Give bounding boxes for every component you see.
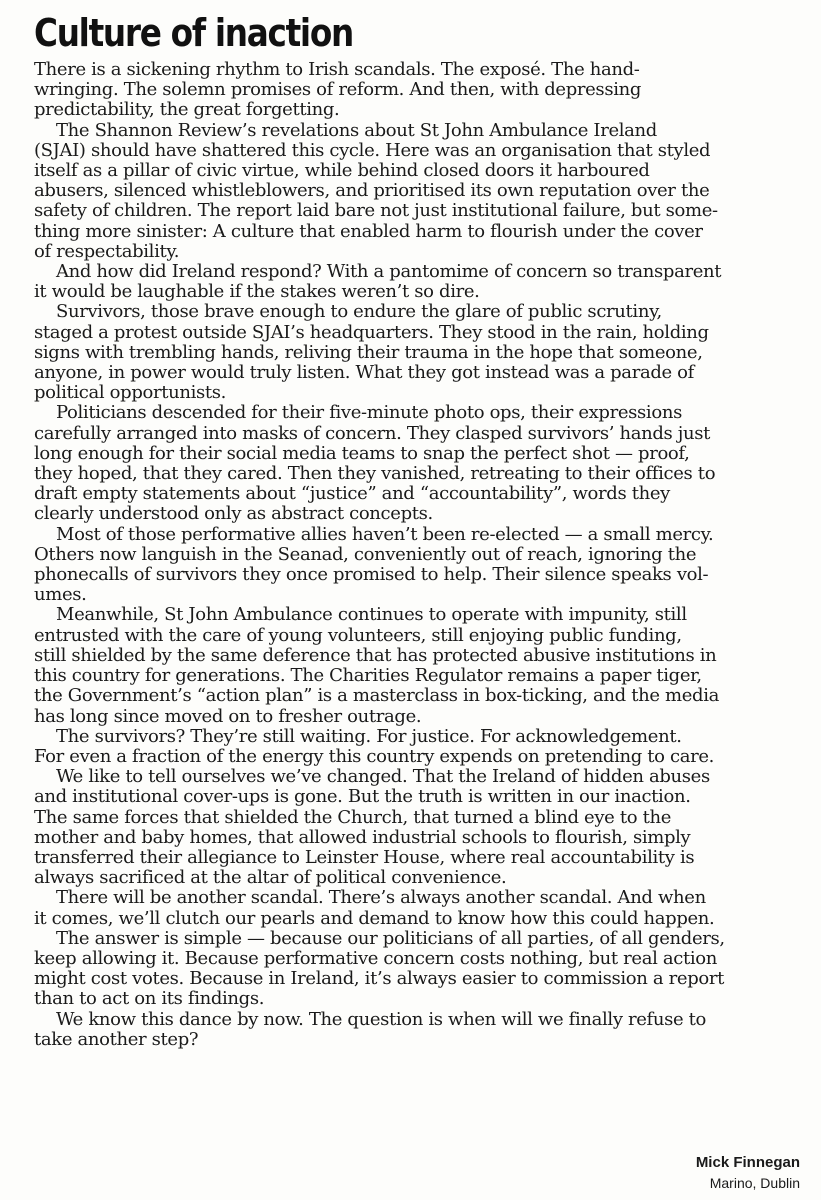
text-line: Survivors, those brave enough to endure the glare of public scrutiny, — [56, 301, 662, 323]
text-line: and institutional cover-ups is gone. But the truth is written in our inaction. — [34, 786, 691, 808]
text-line: draft empty statements about “justice” and “accountability”, words they — [34, 483, 670, 505]
paragraph — [34, 727, 814, 767]
text-line: this country for generations. The Charities Regulator remains a paper tiger, — [34, 665, 702, 687]
paragraph — [34, 262, 814, 302]
text-line: The Shannon Review’s revelations about St John Ambulance Ireland — [56, 119, 657, 141]
text-line: it comes, we’ll clutch our pearls and demand to know how this could happen. — [34, 907, 715, 929]
author-name: Mick Finnegan — [695, 1154, 800, 1171]
paragraph — [34, 888, 814, 928]
text-line: mother and baby homes, that allowed industrial schools to flourish, simply — [34, 826, 691, 848]
signature-block — [696, 1153, 800, 1193]
text-line: thing more sinister: A culture that enabled harm to flourish under the cover — [34, 220, 703, 242]
paragraph — [34, 605, 814, 726]
text-line: political opportunists. — [34, 382, 227, 404]
paragraph — [34, 767, 814, 888]
text-line: long enough for their social media teams to snap the perfect shot — proof, — [34, 442, 690, 464]
author-location: Marino, Dublin — [709, 1175, 800, 1191]
text-line: We know this dance by now. The question is when will we finally refuse to — [56, 1008, 707, 1030]
text-line: predictability, the great forgetting. — [34, 99, 340, 121]
text-line: keep allowing it. Because performative concern costs nothing, but real action — [34, 947, 717, 969]
text-line: the Government’s “action plan” is a masterclass in box-ticking, and the media — [34, 685, 719, 707]
text-line: The same forces that shielded the Church, that turned a blind eye to the — [34, 806, 672, 828]
text-line: anyone, in power would truly listen. What they got instead was a parade of — [34, 362, 694, 384]
text-line: Others now languish in the Seanad, conveniently out of reach, ignoring the — [34, 543, 697, 565]
text-line: transferred their allegiance to Leinster House, where real accountability is — [34, 846, 695, 868]
paragraph — [34, 1010, 814, 1050]
text-line: of respectability. — [34, 240, 180, 262]
text-line: Most of those performative allies haven’t been re-elected — a small mercy. — [56, 523, 714, 545]
text-line: And how did Ireland respond? With a pantomime of concern so transparent — [56, 261, 722, 283]
text-line: still shielded by the same deference that has protected abusive institutions in — [34, 644, 717, 666]
article-body — [34, 60, 814, 1050]
text-line: they hoped, that they cared. Then they vanished, retreating to their offices to — [34, 463, 716, 485]
text-line: it would be laughable if the stakes weren’t so dire. — [34, 281, 480, 303]
paragraph — [34, 302, 814, 403]
text-line: staged a protest outside SJAI’s headquarters. They stood in the rain, holding — [34, 321, 709, 343]
paragraph — [34, 60, 814, 121]
text-line: phonecalls of survivors they once promised to help. Their silence speaks vol- — [34, 564, 709, 586]
text-line: itself as a pillar of civic virtue, while behind closed doors it harboured — [34, 160, 650, 182]
text-line: The answer is simple — because our politicians of all parties, of all genders, — [56, 927, 725, 949]
text-line: Meanwhile, St John Ambulance continues to operate with impunity, still — [56, 604, 687, 626]
text-line: take another step? — [34, 1028, 199, 1050]
text-line: signs with trembling hands, reliving their trauma in the hope that someone, — [34, 341, 703, 363]
paragraph — [34, 121, 814, 262]
text-line: has long since moved on to fresher outrage. — [34, 705, 422, 727]
text-line: (SJAI) should have shattered this cycle. Here was an organisation that styled — [34, 139, 711, 161]
text-line: safety of children. The report laid bare not just institutional failure, but some- — [34, 200, 718, 222]
text-line: abusers, silenced whistleblowers, and prioritised its own reputation over the — [34, 180, 710, 202]
headline: Culture of inaction — [34, 11, 353, 55]
text-line: Politicians descended for their five-minute photo ops, their expressions — [56, 402, 682, 424]
paragraph — [34, 525, 814, 606]
text-line: entrusted with the care of young volunteers, still enjoying public funding, — [34, 624, 682, 646]
text-line: clearly understood only as abstract concepts. — [34, 503, 433, 525]
text-line: For even a fraction of the energy this country expends on pretending to care. — [34, 745, 715, 767]
text-line: might cost votes. Because in Ireland, it’s always easier to commission a report — [34, 968, 724, 990]
text-line: always sacrificed at the altar of political convenience. — [34, 867, 507, 889]
text-line: umes. — [34, 584, 87, 606]
text-line: There will be another scandal. There’s always another scandal. And when — [56, 887, 706, 909]
text-line: We like to tell ourselves we’ve changed. That the Ireland of hidden abuses — [56, 766, 710, 788]
text-line: than to act on its findings. — [34, 988, 265, 1010]
paragraph — [34, 929, 814, 1010]
text-line: There is a sickening rhythm to Irish scandals. The exposé. The hand- — [34, 59, 640, 80]
text-line: The survivors? They’re still waiting. For justice. For acknowledgement. — [56, 725, 682, 747]
text-line: wringing. The solemn promises of reform. And then, with depressing — [34, 79, 642, 101]
text-line: carefully arranged into masks of concern. They clasped survivors’ hands just — [34, 422, 711, 444]
paragraph — [34, 403, 814, 524]
